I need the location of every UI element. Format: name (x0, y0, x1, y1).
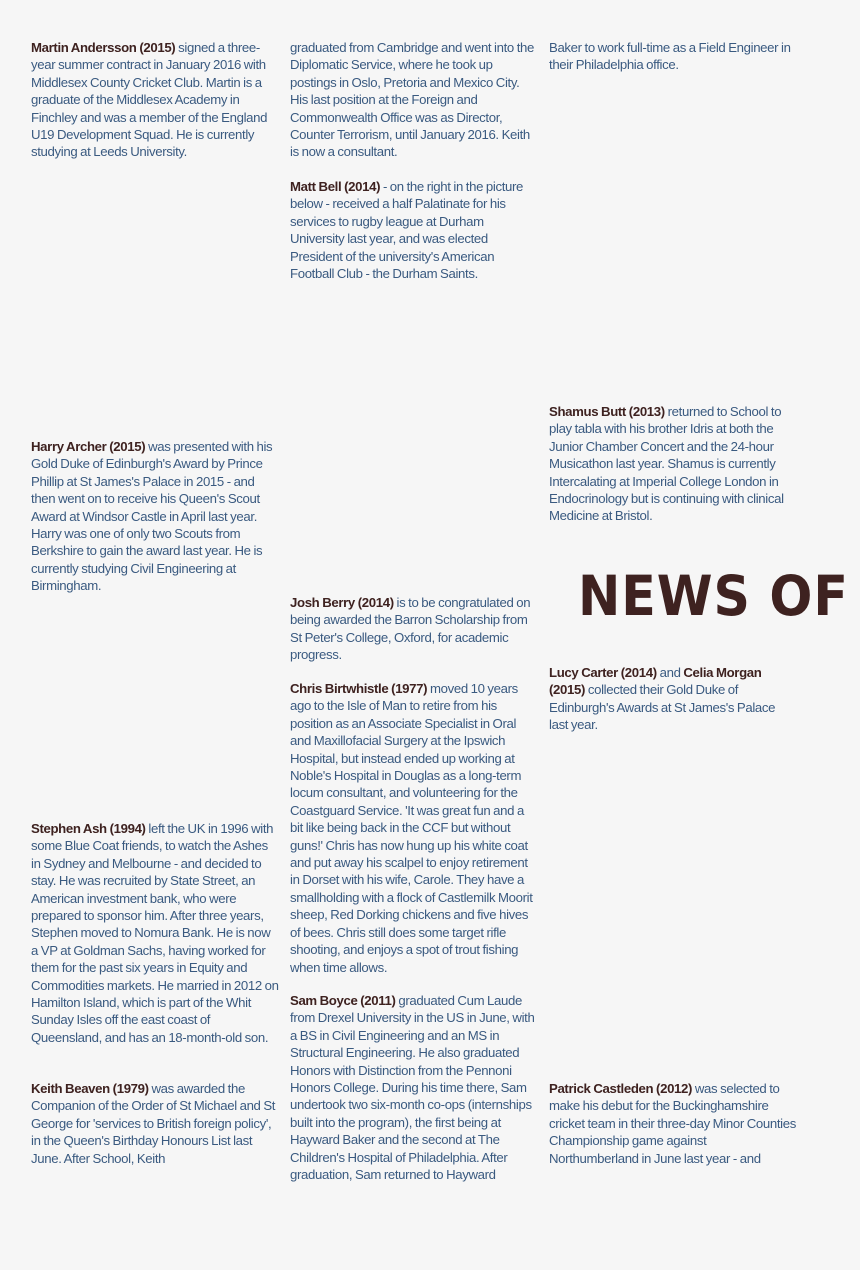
entry-name: Stephen Ash (1994) (31, 821, 146, 836)
entry-text: was awarded the Companion of the Order of St Michael and St George for 'services to British foreign policy', in the Queen's Birthday Honours List last June. After School, Keith (31, 1081, 276, 1166)
entry-name: Lucy Carter (2014) (549, 665, 657, 680)
entry-keith-beaven-continued (290, 39, 538, 161)
entry-lucy-carter-celia-morgan (549, 664, 797, 734)
entry-name: Martin Andersson (2015) (31, 40, 176, 55)
entry-josh-berry (290, 594, 538, 664)
entry-text: returned to School to play tabla with his brother Idris at both the Junior Chamber Concert and the 24-hour Musicathon last year. Shamus is currently Intercalating at Imperial College London in Endocrinology but is continuing with clinical Medicine at Bristol. (549, 404, 784, 524)
entry-martin-andersson (31, 39, 279, 161)
entry-text: collected their Gold Duke of Edinburgh's Awards at St James's Palace last year. (549, 682, 776, 733)
entry-text: - on the right in the picture below - received a half Palatinate for his services to rugby league at Durham University last year, and was elected President of the university's American Football Club - the Durham Saints. (290, 179, 524, 282)
entry-patrick-castleden (549, 1080, 797, 1167)
entry-name: Patrick Castleden (2012) (549, 1081, 693, 1096)
entry-text: graduated Cum Laude from Drexel University in the US in June, with a BS in Civil Engineering and an MS in Structural Engineering. He also graduated Honors with Distinction from the Pennoni Honors College. During his time there, Sam undertook two six-month co-ops (internships built into the program), the first being at Hayward Baker and the second at The Children's Hospital of Philadelphia. After graduation, Sam returned to Hayward (290, 993, 535, 1183)
entry-chris-birtwhistle (290, 680, 538, 976)
entry-text: signed a three-year summer contract in January 2016 with Middlesex County Cricket Club. Martin is a graduate of the Middlesex Academy in Finchley and was a member of the England U19 Development Squad. He is currently studying at Leeds University. (31, 40, 268, 160)
entry-name: Chris Birtwhistle (1977) (290, 681, 428, 696)
entry-keith-beaven (31, 1080, 279, 1167)
entry-name: Josh Berry (2014) (290, 595, 394, 610)
entry-name: Shamus Butt (2013) (549, 404, 665, 419)
entry-text: was selected to make his debut for the Buckinghamshire cricket team in their three-day Minor Counties Championship game against Northumberland in June last year - and (549, 1081, 796, 1166)
entry-text: is to be congratulated on being awarded the Barron Scholarship from St Peter's College, Oxford, for academic progress. (290, 595, 531, 663)
section-headline: NEWS OF (578, 564, 849, 628)
entry-stephen-ash (31, 820, 279, 1046)
entry-sam-boyce-continued (549, 39, 797, 74)
entry-name: Matt Bell (2014) (290, 179, 381, 194)
entry-text: left the UK in 1996 with some Blue Coat friends, to watch the Ashes in Sydney and Melbourne - and decided to stay. He was recruited by State Street, an American investment bank, who were prepared to sponsor him. After three years, Stephen moved to Nomura Bank. He is now a VP at Goldman Sachs, having worked for them for the past six years in Equity and Commodities markets. He married in 2012 on Hamilton Island, which is part of the Whit Sunday Isles off the east coast of Queensland, and has an 18-month-old son. (31, 821, 279, 1045)
entry-shamus-butt (549, 403, 797, 525)
entry-text: graduated from Cambridge and went into the Diplomatic Service, where he took up postings in Oslo, Pretoria and Mexico City. His last position at the Foreign and Commonwealth Office was as Director, Counter Terrorism, until January 2016. Keith is now a consultant. (290, 40, 535, 160)
entry-text: Baker to work full-time as a Field Engineer in their Philadelphia office. (549, 40, 791, 73)
entry-harry-archer (31, 438, 279, 595)
entry-name: Sam Boyce (2011) (290, 993, 396, 1008)
entry-name: Harry Archer (2015) (31, 439, 146, 454)
entry-name-second: Celia Morgan (2015) (549, 665, 762, 698)
entry-text: moved 10 years ago to the Isle of Man to retire from his position as an Associate Specialist in Oral and Maxillofacial Surgery at the Ipswich Hospital, but instead ended up working at Noble's Hospital in Douglas as a long-term locum consultant, and volunteering for the Coastguard Service. 'It was great fun and a bit like being back in the CCF but without guns!' Chris has now hung up his white coat and put away his scalpel to enjoy retirement in Dorset with his wife, Carole. They have a smallholding with a flock of Castlemilk Moorit sheep, Red Dorking chickens and five hives of bees. Chris still does some target rifle shooting, and enjoys a spot of trout fishing when time allows. (290, 681, 533, 975)
entry-sam-boyce (290, 992, 538, 1183)
entry-text: was presented with his Gold Duke of Edinburgh's Award by Prince Phillip at St James's Palace in 2015 - and then went on to receive his Queen's Scout Award at Windsor Castle in April last year. Harry was one of only two Scouts from Berkshire to gain the award last year. He is currently studying Civil Engineering at Birmingham. (31, 439, 273, 594)
entry-matt-bell (290, 178, 538, 282)
entry-text-joiner: and (656, 665, 684, 680)
entry-name: Keith Beaven (1979) (31, 1081, 149, 1096)
